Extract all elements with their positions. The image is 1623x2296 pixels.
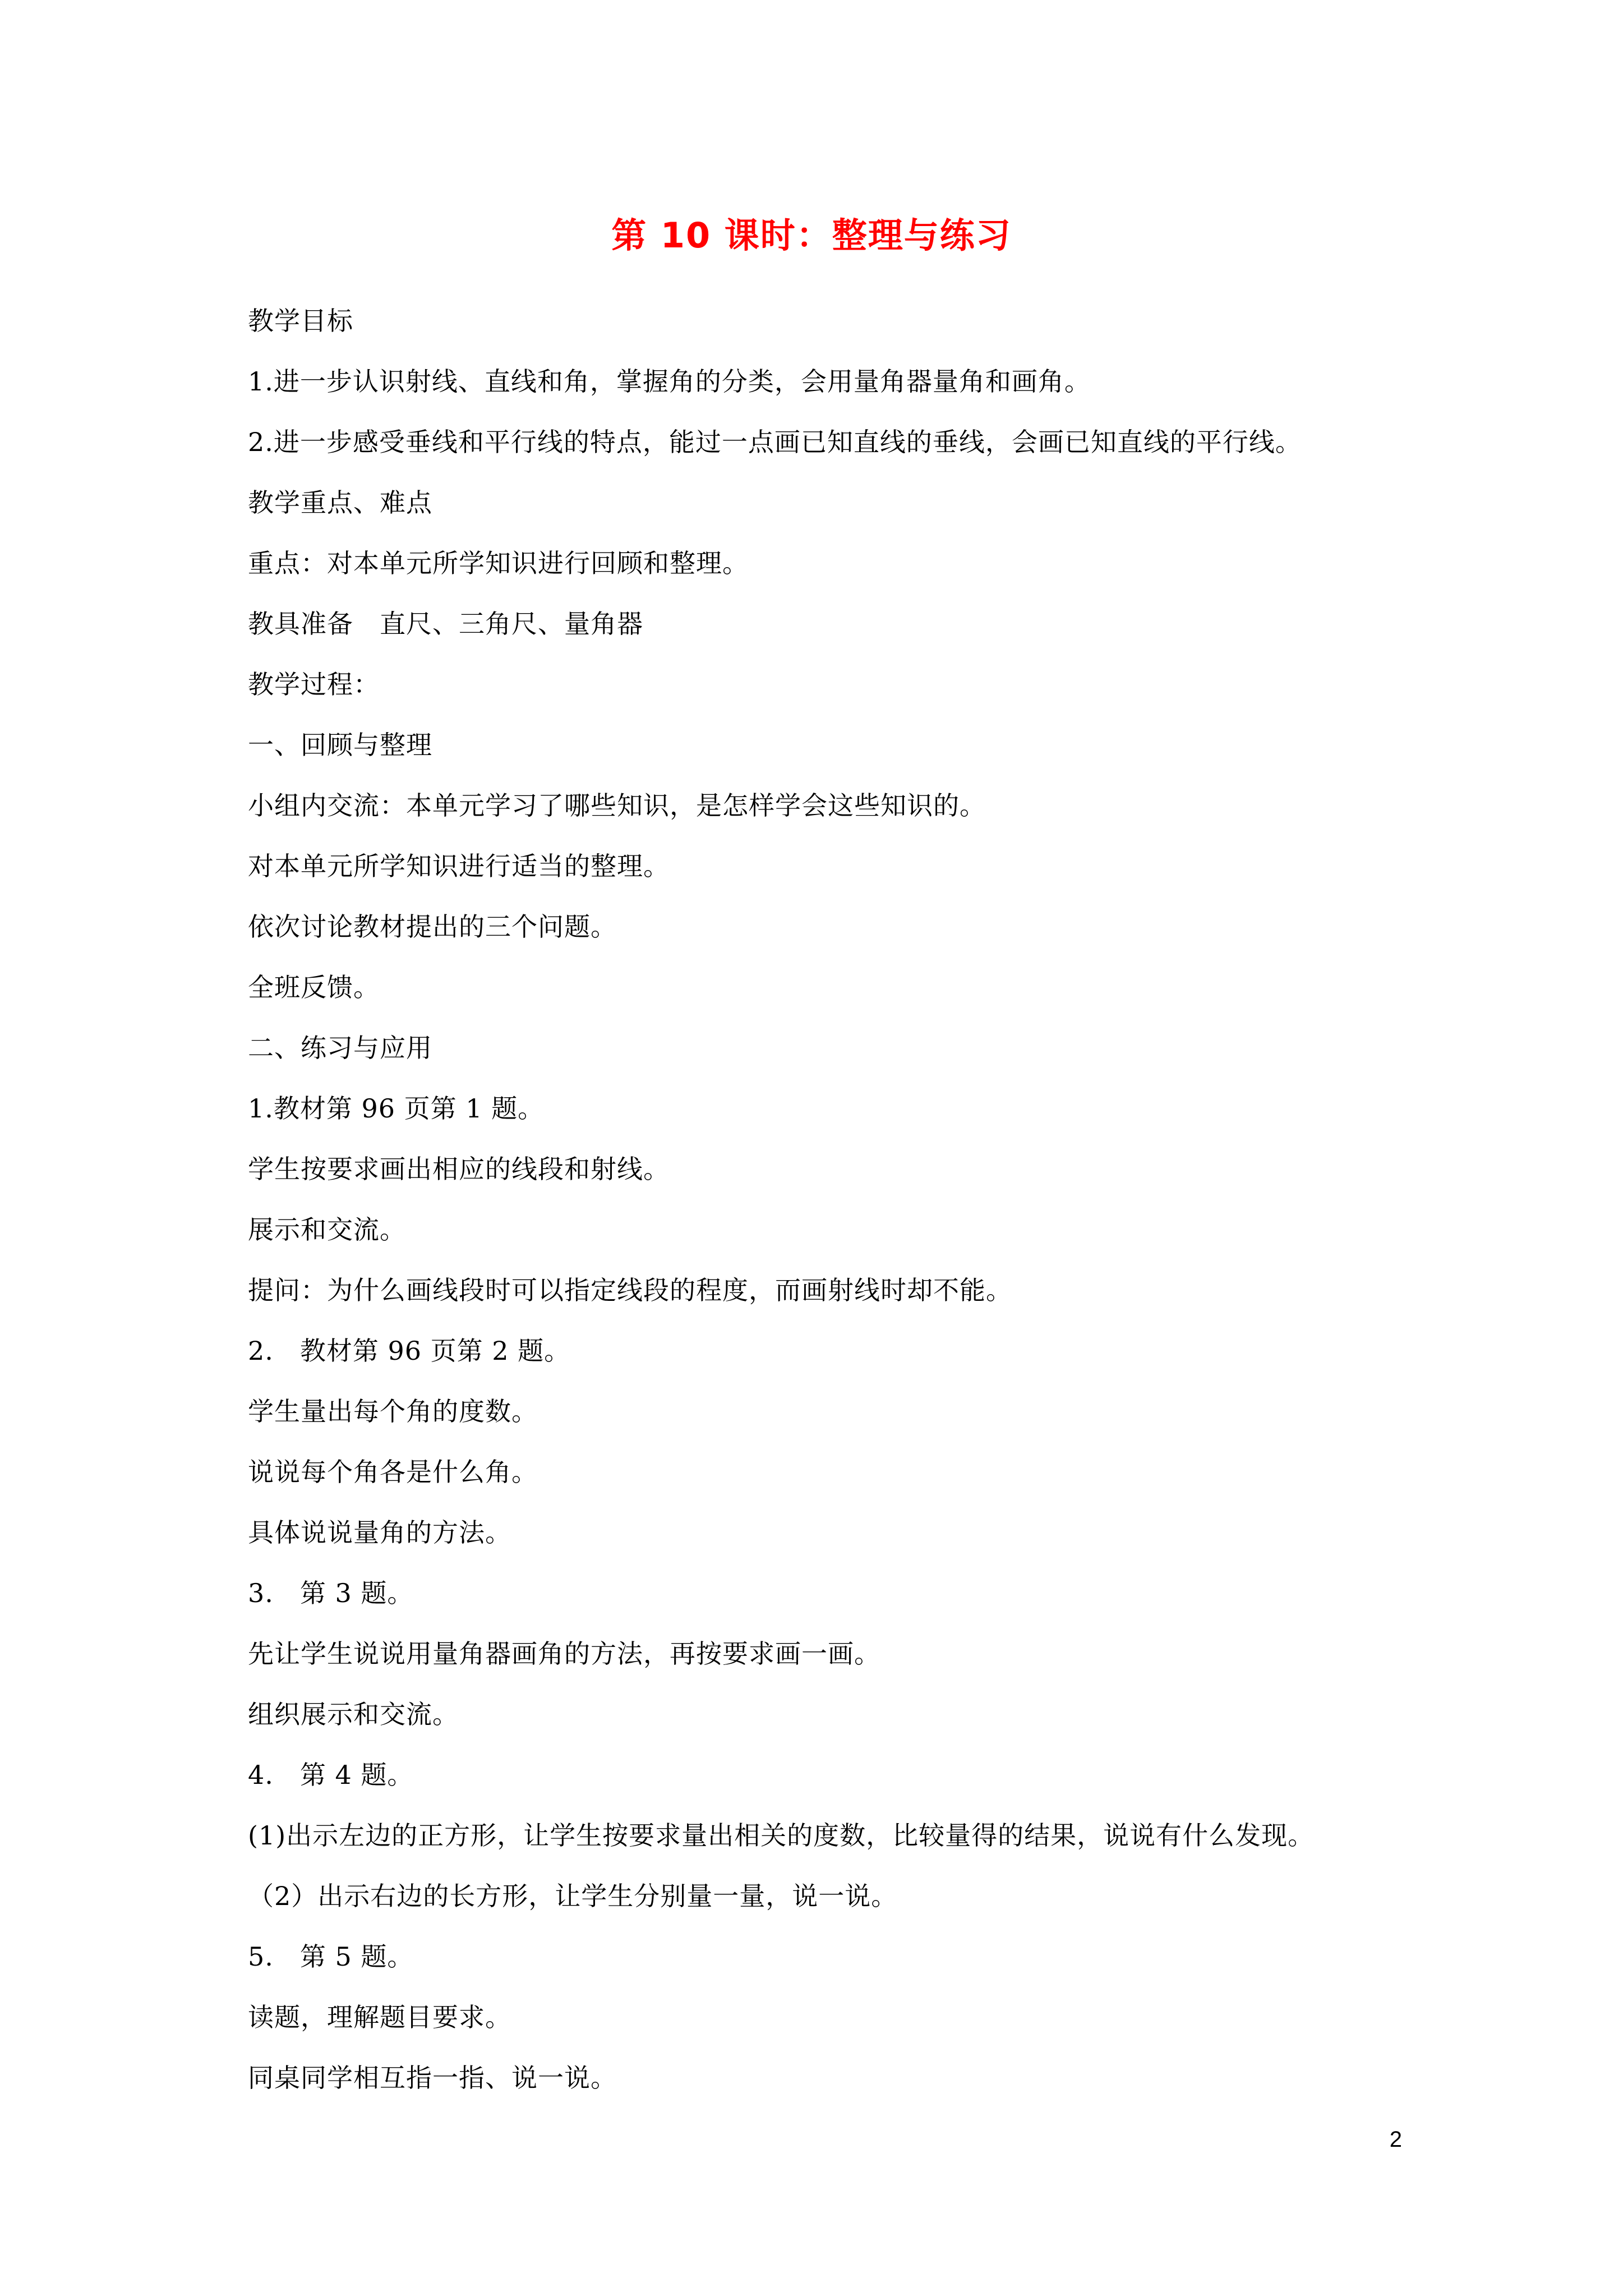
paragraph: 学生按要求画出相应的线段和射线。 <box>248 1154 670 1184</box>
exercise-item: 2. 教材第 96 页第 2 题。 <box>248 1336 571 1366</box>
paragraph: 学生量出每个角的度数。 <box>248 1396 538 1427</box>
paragraph: (1)出示左边的正方形，让学生按要求量出相关的度数，比较量得的结果，说说有什么发现。 <box>248 1820 1315 1851</box>
paragraph: 依次讨论教材提出的三个问题。 <box>248 912 617 942</box>
paragraph: 对本单元所学知识进行适当的整理。 <box>248 851 670 881</box>
teaching-aids-text: 教具准备 直尺、三角尺、量角器 <box>248 609 643 639</box>
exercise-item: 4. 第 4 题。 <box>248 1760 414 1790</box>
objective-item: 1.进一步认识射线、直线和角，掌握角的分类，会用量角器量角和画角。 <box>248 366 1091 397</box>
paragraph: 说说每个角各是什么角。 <box>248 1457 538 1487</box>
paragraph: （2）出示右边的长方形，让学生分别量一量，说一说。 <box>248 1881 898 1911</box>
paragraph: 提问：为什么画线段时可以指定线段的程度，而画射线时却不能。 <box>248 1275 1012 1305</box>
lesson-title: 第 10 课时：整理与练习 <box>611 215 1012 256</box>
paragraph: 展示和交流。 <box>248 1214 406 1245</box>
part-heading-review: 一、回顾与整理 <box>248 730 432 760</box>
paragraph: 读题，理解题目要求。 <box>248 2002 511 2032</box>
key-point-text: 重点：对本单元所学知识进行回顾和整理。 <box>248 548 749 578</box>
exercise-item: 5. 第 5 题。 <box>248 1941 414 1972</box>
exercise-item: 1.教材第 96 页第 1 题。 <box>248 1093 545 1124</box>
page-number: 2 <box>1389 2127 1402 2152</box>
section-heading-key-points: 教学重点、难点 <box>248 487 432 518</box>
section-heading-objectives: 教学目标 <box>248 306 353 336</box>
part-heading-practice: 二、练习与应用 <box>248 1033 432 1063</box>
paragraph: 具体说说量角的方法。 <box>248 1517 511 1548</box>
paragraph: 全班反馈。 <box>248 972 380 1002</box>
paragraph: 同桌同学相互指一指、说一说。 <box>248 2063 617 2093</box>
lesson-body <box>248 304 1426 2122</box>
objective-item: 2.进一步感受垂线和平行线的特点，能过一点画已知直线的垂线，会画已知直线的平行线。 <box>248 427 1302 457</box>
paragraph: 小组内交流：本单元学习了哪些知识，是怎样学会这些知识的。 <box>248 790 986 821</box>
paragraph: 组织展示和交流。 <box>248 1699 459 1729</box>
exercise-item: 3. 第 3 题。 <box>248 1578 414 1608</box>
section-heading-process: 教学过程： <box>248 669 380 700</box>
paragraph: 先让学生说说用量角器画角的方法，再按要求画一画。 <box>248 1639 880 1669</box>
